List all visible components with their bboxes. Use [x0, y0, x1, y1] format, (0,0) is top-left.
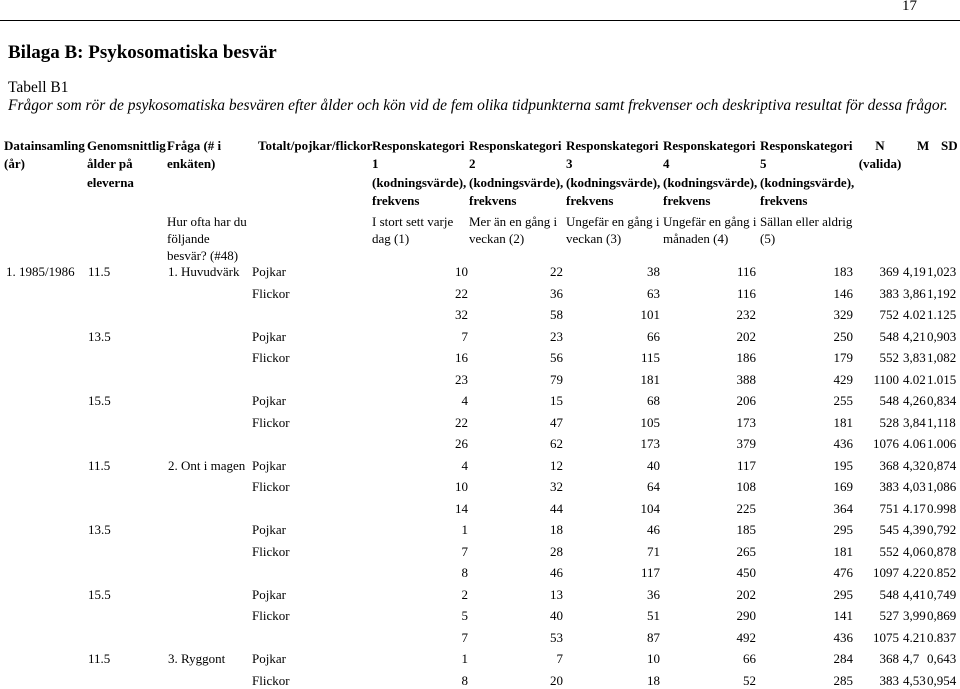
subheader-r3	[566, 214, 660, 248]
cell-sd: 0,792	[927, 522, 957, 537]
cell-r4: 450	[736, 565, 756, 580]
cell-age: 11.5	[88, 264, 111, 279]
header-alder-line: eleverna	[87, 174, 134, 190]
header-resp2-line: Responskategori	[469, 138, 562, 153]
cell-m: 4.22	[903, 565, 926, 580]
cell-m: 4,41	[903, 586, 926, 602]
cell-r4: 117	[736, 457, 756, 473]
header-resp2-line: frekvens	[469, 193, 517, 209]
cell-age: 13.5	[88, 522, 111, 537]
header-resp2-line: (kodningsvärde),	[469, 174, 564, 190]
cell-r5: 295	[833, 586, 853, 602]
cell-r2: 12	[550, 457, 563, 473]
header-resp1-line: Responskategori	[372, 138, 465, 153]
cell-r2: 46	[550, 565, 563, 580]
cell-r5: 285	[833, 672, 853, 688]
cell-m: 4.02	[903, 371, 926, 387]
cell-sd: 1,192	[927, 285, 957, 301]
header-resp4-line: Responskategori	[663, 138, 756, 153]
header-resp5-line: frekvens	[760, 193, 808, 209]
header-resp1-line: (kodningsvärde),	[372, 174, 467, 190]
header-resp3-line: Responskategori	[566, 138, 659, 153]
header-resp3-line: (kodningsvärde),	[566, 174, 661, 190]
cell-r3: 18	[647, 672, 660, 688]
subheader-r1-line: dag (1)	[372, 230, 410, 246]
cell-sd: 1.015	[927, 371, 957, 387]
cell-r3: 63	[647, 285, 660, 301]
cell-group: Flickor	[252, 608, 290, 623]
cell-m: 3,99	[903, 608, 926, 623]
cell-r5: 250	[833, 328, 853, 344]
subheader-r4-line: månaden (4)	[663, 230, 729, 246]
header-totalt	[258, 137, 372, 155]
cell-r2: 13	[550, 586, 563, 602]
header-fraga-line: Fråga (# i	[167, 138, 222, 153]
header-resp3	[566, 137, 660, 211]
cell-r5: 429	[833, 371, 853, 387]
cell-group: Pojkar	[252, 522, 286, 537]
subheader-r4	[663, 214, 757, 248]
cell-group: Flickor	[252, 479, 290, 494]
subheader-r2-line: veckan (2)	[469, 230, 525, 246]
cell-age: 11.5	[88, 457, 111, 473]
cell-group: Pojkar	[252, 393, 286, 408]
cell-sd: 0.852	[927, 565, 957, 580]
cell-r1: 4	[461, 393, 468, 408]
cell-r4: 202	[736, 328, 756, 344]
cell-group: Pojkar	[252, 264, 286, 279]
cell-r2: 79	[550, 371, 563, 387]
cell-r4: 52	[743, 672, 756, 688]
cell-m: 4,21	[903, 328, 926, 344]
cell-r5: 181	[833, 414, 853, 430]
cell-n: 528	[879, 414, 899, 430]
cell-r2: 7	[556, 651, 563, 666]
cell-m: 4,26	[903, 393, 926, 408]
cell-r3: 36	[647, 586, 660, 602]
cell-r4: 66	[743, 651, 756, 666]
cell-group: Flickor	[252, 285, 290, 301]
cell-sd: 1.125	[927, 307, 957, 322]
header-datainsamling-line: (år)	[4, 156, 25, 172]
cell-m: 4,03	[903, 479, 926, 494]
header-datainsamling	[4, 137, 85, 174]
cell-m: 4,32	[903, 457, 926, 473]
cell-n: 1100	[873, 371, 899, 387]
cell-r1: 10	[455, 479, 468, 494]
cell-r1: 2	[461, 586, 468, 602]
header-resp2	[469, 137, 563, 211]
table-label: Tabell B1	[8, 79, 69, 96]
cell-r3: 101	[640, 307, 660, 322]
cell-r5: 364	[833, 500, 853, 516]
cell-r1: 7	[461, 543, 468, 559]
cell-r1: 1	[461, 651, 468, 666]
header-resp1-line: 1	[372, 156, 379, 172]
cell-r5: 329	[833, 307, 853, 322]
cell-sd: 1,023	[927, 264, 957, 279]
header-fraga	[167, 137, 221, 174]
cell-r3: 173	[640, 436, 660, 451]
cell-r1: 5	[461, 608, 468, 623]
cell-group: Pojkar	[252, 586, 286, 602]
cell-group: Flickor	[252, 414, 290, 430]
cell-r2: 32	[550, 479, 563, 494]
cell-r5: 195	[833, 457, 853, 473]
page-number: 17	[902, 0, 917, 14]
cell-r4: 379	[736, 436, 756, 451]
header-resp4-line: (kodningsvärde),	[663, 174, 758, 190]
cell-sd: 0,878	[927, 543, 957, 559]
cell-r2: 58	[550, 307, 563, 322]
cell-r4: 232	[736, 307, 756, 322]
cell-sd: 0,869	[927, 608, 957, 623]
header-alder-line: Genomsnittlig	[87, 138, 166, 153]
cell-r5: 295	[833, 522, 853, 537]
cell-n: 1097	[873, 565, 899, 580]
header-fraga-line: enkäten)	[167, 156, 216, 172]
cell-r3: 66	[647, 328, 660, 344]
header-n	[857, 137, 903, 174]
cell-n: 368	[879, 457, 899, 473]
header-resp5	[760, 137, 854, 211]
header-datainsamling-line: Datainsamling	[4, 138, 85, 153]
header-resp3-line: 3	[566, 156, 573, 172]
cell-r3: 115	[640, 350, 660, 365]
cell-group: Pojkar	[252, 328, 286, 344]
cell-r1: 8	[461, 672, 468, 688]
table-caption: Frågor som rör de psykosomatiska besvären efter ålder och kön vid de fem olika tidpunkterna samt frekvenser och deskriptiva resultat för dessa frågor.	[8, 97, 948, 114]
cell-r4: 225	[736, 500, 756, 516]
cell-r3: 71	[647, 543, 660, 559]
cell-age: 15.5	[88, 393, 111, 408]
cell-m: 4,7	[903, 651, 920, 666]
cell-r5: 141	[833, 608, 853, 623]
cell-r5: 169	[833, 479, 853, 494]
cell-r3: 181	[640, 371, 660, 387]
cell-group: Flickor	[252, 350, 290, 365]
subheader-r3-line: veckan (3)	[566, 230, 622, 246]
cell-r1: 22	[455, 285, 468, 301]
cell-m: 4.21	[903, 629, 926, 645]
cell-sd: 0,834	[927, 393, 957, 408]
subheader-r1-line: I stort sett varje	[372, 214, 454, 229]
subheader-r5	[760, 214, 852, 248]
cell-n: 548	[879, 586, 899, 602]
cell-r1: 10	[455, 264, 468, 279]
subheader-question-line: besvär? (#48)	[167, 247, 239, 263]
cell-sd: 1,082	[927, 350, 957, 365]
cell-r4: 202	[736, 586, 756, 602]
cell-r4: 116	[736, 285, 756, 301]
header-m-line: M	[917, 138, 930, 153]
cell-n: 548	[879, 393, 899, 408]
cell-sd: 1.006	[927, 436, 957, 451]
cell-n: 545	[879, 522, 899, 537]
cell-n: 552	[879, 543, 899, 559]
cell-r3: 38	[647, 264, 660, 279]
cell-r4: 116	[736, 264, 756, 279]
subheader-r2-line: Mer än en gång i	[469, 214, 558, 229]
cell-r4: 185	[736, 522, 756, 537]
header-resp5-line: (kodningsvärde),	[760, 174, 855, 190]
cell-r2: 28	[550, 543, 563, 559]
header-resp1-line: frekvens	[372, 193, 420, 209]
cell-r1: 4	[461, 457, 468, 473]
header-n-line: (valida)	[858, 156, 902, 172]
cell-age: 11.5	[88, 651, 111, 666]
cell-age: 13.5	[88, 328, 111, 344]
page-title: Bilaga B: Psykosomatiska besvär	[8, 42, 277, 63]
cell-n: 527	[879, 608, 899, 623]
cell-r3: 51	[647, 608, 660, 623]
cell-m: 3,84	[903, 414, 926, 430]
header-resp4-line: 4	[663, 156, 670, 172]
cell-r5: 179	[833, 350, 853, 365]
cell-question: 1. Huvudvärk	[168, 264, 240, 279]
cell-n: 752	[879, 307, 899, 322]
cell-age: 15.5	[88, 586, 111, 602]
cell-r1: 7	[461, 328, 468, 344]
cell-r1: 22	[455, 414, 468, 430]
header-n-line: N	[875, 138, 885, 153]
cell-sd: 0,874	[927, 457, 957, 473]
cell-r3: 46	[647, 522, 660, 537]
cell-r2: 62	[550, 436, 563, 451]
cell-question: 3. Ryggont	[168, 651, 226, 666]
cell-n: 552	[879, 350, 899, 365]
cell-r2: 44	[550, 500, 563, 516]
cell-n: 751	[879, 500, 899, 516]
cell-group: Flickor	[252, 672, 290, 688]
cell-year: 1. 1985/1986	[6, 264, 75, 279]
subheader-question-line: Hur ofta har du	[167, 214, 247, 229]
cell-r2: 20	[550, 672, 563, 688]
cell-sd: 0,749	[927, 586, 957, 602]
cell-n: 383	[879, 672, 899, 688]
header-rule	[0, 20, 960, 21]
cell-r1: 26	[455, 436, 468, 451]
cell-r1: 1	[461, 522, 468, 537]
cell-r1: 8	[461, 565, 468, 580]
cell-m: 4,19	[903, 264, 926, 279]
subheader-r1	[372, 214, 453, 248]
cell-m: 4,06	[903, 543, 926, 559]
cell-m: 4.06	[903, 436, 926, 451]
cell-sd: 1,086	[927, 479, 957, 494]
cell-r2: 56	[550, 350, 563, 365]
cell-r3: 68	[647, 393, 660, 408]
subheader-r5-line: (5)	[760, 230, 776, 246]
cell-r2: 53	[550, 629, 563, 645]
cell-r3: 10	[647, 651, 660, 666]
cell-r5: 436	[833, 436, 853, 451]
header-alder	[87, 137, 166, 192]
cell-r4: 265	[736, 543, 756, 559]
header-resp4	[663, 137, 757, 211]
cell-n: 383	[879, 285, 899, 301]
cell-r5: 181	[833, 543, 853, 559]
header-sd-line: SD	[941, 138, 958, 153]
cell-group: Flickor	[252, 543, 290, 559]
cell-r4: 388	[736, 371, 756, 387]
cell-m: 4,39	[903, 522, 926, 537]
cell-sd: 1,118	[927, 414, 956, 430]
cell-r4: 108	[736, 479, 756, 494]
cell-r3: 40	[647, 457, 660, 473]
cell-n: 1075	[873, 629, 899, 645]
cell-r1: 7	[461, 629, 468, 645]
cell-r4: 290	[736, 608, 756, 623]
cell-r4: 186	[736, 350, 756, 365]
cell-n: 368	[879, 651, 899, 666]
cell-group: Pojkar	[252, 651, 286, 666]
cell-sd: 0,643	[927, 651, 957, 666]
cell-r3: 105	[640, 414, 660, 430]
subheader-r5-line: Sällan eller aldrig	[760, 214, 853, 229]
cell-r5: 255	[833, 393, 853, 408]
cell-m: 4.17	[903, 500, 926, 516]
cell-r5: 476	[833, 565, 853, 580]
cell-r2: 22	[550, 264, 563, 279]
cell-r1: 14	[455, 500, 468, 516]
cell-r2: 23	[550, 328, 563, 344]
header-resp2-line: 2	[469, 156, 476, 172]
cell-r4: 492	[736, 629, 756, 645]
cell-r3: 117	[640, 565, 660, 580]
subheader-question	[167, 214, 247, 265]
cell-m: 4,53	[903, 672, 926, 688]
header-resp5-line: Responskategori	[760, 138, 853, 153]
cell-n: 383	[879, 479, 899, 494]
cell-r2: 47	[550, 414, 563, 430]
cell-n: 369	[879, 264, 899, 279]
cell-sd: 0,954	[927, 672, 957, 688]
cell-sd: 0,903	[927, 328, 957, 344]
cell-r1: 16	[455, 350, 468, 365]
header-m	[917, 137, 929, 155]
cell-r4: 173	[736, 414, 756, 430]
subheader-r4-line: Ungefär en gång i	[663, 214, 757, 229]
cell-group: Pojkar	[252, 457, 286, 473]
cell-question: 2. Ont i magen	[168, 457, 246, 473]
header-resp5-line: 5	[760, 156, 767, 172]
cell-n: 1076	[873, 436, 899, 451]
cell-r5: 284	[833, 651, 853, 666]
cell-r4: 206	[736, 393, 756, 408]
cell-n: 548	[879, 328, 899, 344]
subheader-question-line: följande	[167, 230, 210, 246]
subheader-r2	[469, 214, 557, 248]
cell-r3: 87	[647, 629, 660, 645]
cell-sd: 0.998	[927, 500, 957, 516]
cell-r5: 183	[833, 264, 853, 279]
cell-r2: 40	[550, 608, 563, 623]
header-resp1	[372, 137, 466, 211]
cell-m: 3,86	[903, 285, 926, 301]
header-sd	[941, 137, 958, 155]
cell-r5: 146	[833, 285, 853, 301]
header-alder-line: ålder på	[87, 156, 133, 172]
cell-r2: 15	[550, 393, 563, 408]
cell-m: 3,83	[903, 350, 926, 365]
subheader-r3-line: Ungefär en gång i	[566, 214, 660, 229]
cell-r1: 23	[455, 371, 468, 387]
cell-sd: 0.837	[927, 629, 957, 645]
cell-r3: 64	[647, 479, 660, 494]
cell-m: 4.02	[903, 307, 926, 322]
header-resp3-line: frekvens	[566, 193, 614, 209]
cell-r2: 36	[550, 285, 563, 301]
cell-r1: 32	[455, 307, 468, 322]
cell-r3: 104	[640, 500, 660, 516]
cell-r5: 436	[833, 629, 853, 645]
cell-r2: 18	[550, 522, 563, 537]
header-totalt-line: Totalt/pojkar/flickor	[258, 138, 373, 153]
header-resp4-line: frekvens	[663, 193, 711, 209]
